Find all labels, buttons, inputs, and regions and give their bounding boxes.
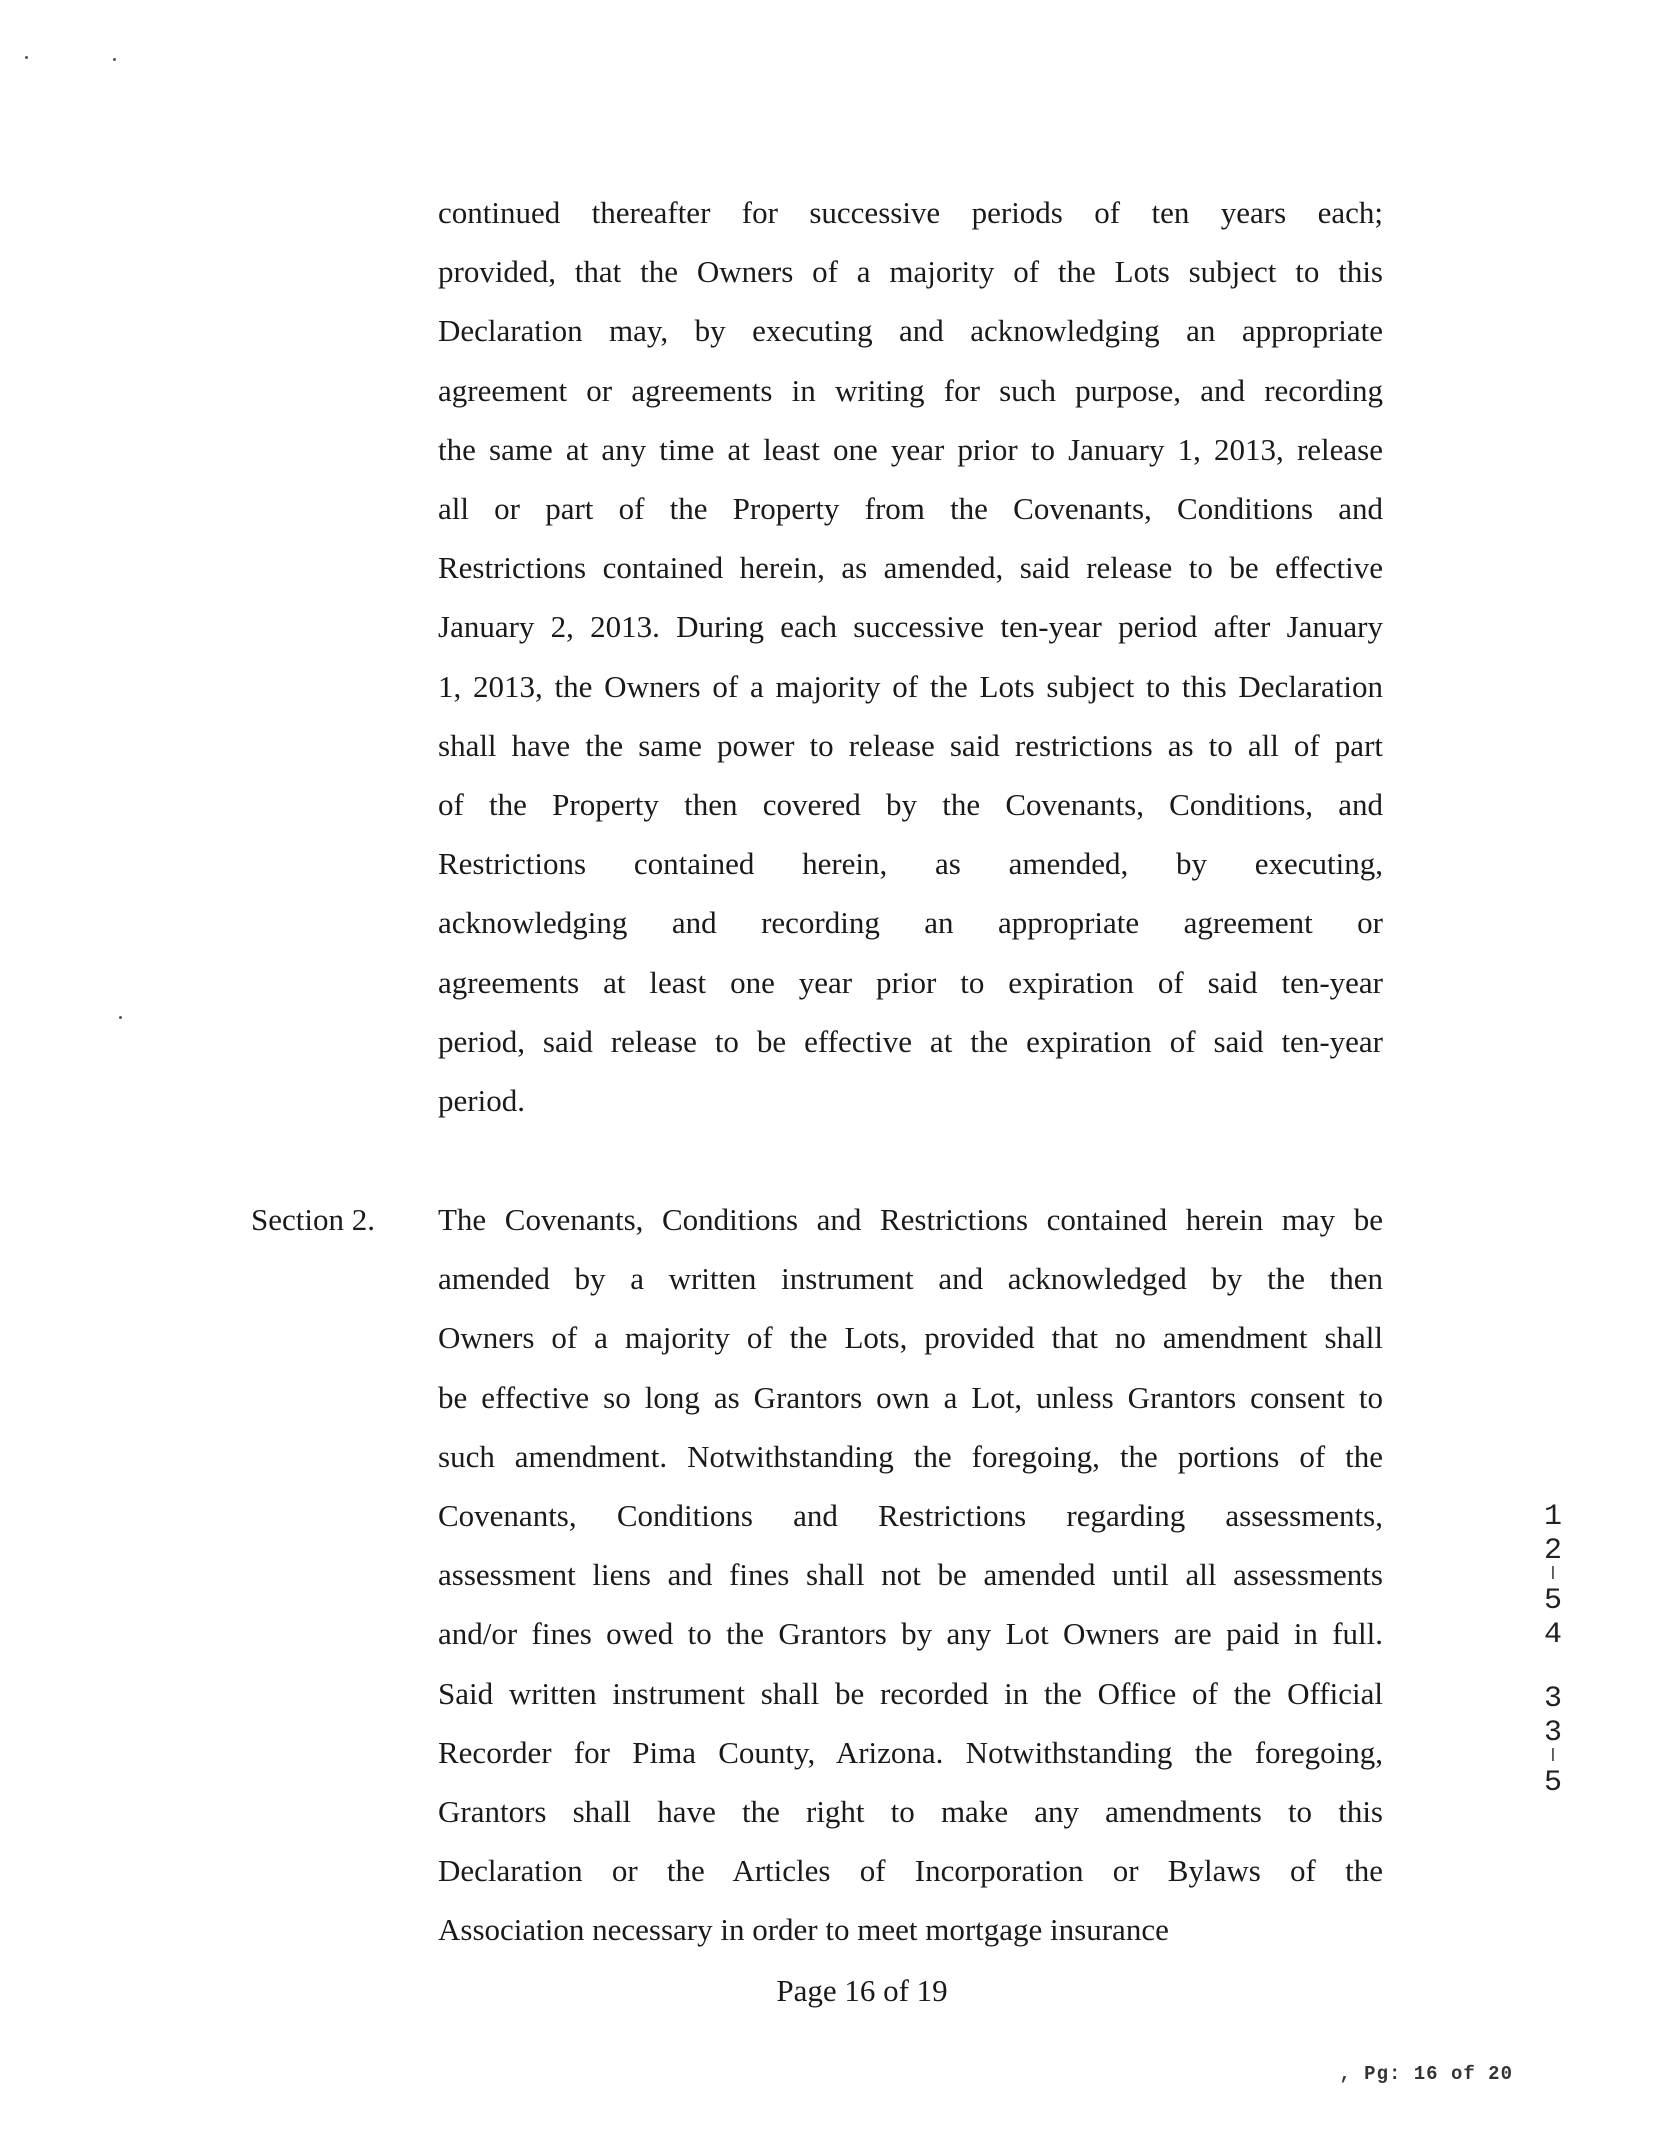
text-line: amended by a written instrument and acknowledged by the then [438, 1261, 1383, 1297]
text-line: Declaration may, by executing and acknowledging an appropriate [438, 313, 1383, 349]
text-line: period. [438, 1083, 525, 1119]
recorder-page-stamp: , Pg: 16 of 20 [1339, 2063, 1513, 2085]
text-line: The Covenants, Conditions and Restrictions contained herein may be [438, 1202, 1383, 1237]
text-line: acknowledging and recording an appropriate agreement or [438, 905, 1383, 941]
docket-digit: 5 [1543, 1766, 1562, 1800]
docket-digit: 4 [1543, 1618, 1562, 1652]
section-2-text [438, 1190, 1383, 1960]
text-line: all or part of the Property from the Covenants, Conditions and [438, 491, 1383, 527]
docket-digit: 1 [1543, 1500, 1562, 1534]
text-line: Covenants, Conditions and Restrictions regarding assessments, [438, 1498, 1383, 1534]
text-line: the same at any time at least one year prior to January 1, 2013, release [438, 431, 1383, 467]
text-line: period, said release to be effective at the expiration of said ten-year [438, 1023, 1383, 1059]
section-2-label: Section 2. [251, 1202, 375, 1237]
page-number: Page 16 of 19 [776, 1973, 948, 2008]
text-line: Restrictions contained herein, as amended, said release to be effective [438, 550, 1383, 586]
text-line: 1, 2013, the Owners of a majority of the Lots subject to this Declaration [438, 668, 1383, 704]
text-line: Grantors shall have the right to make any amendments to this [438, 1794, 1383, 1830]
paragraph-continued [438, 183, 1383, 1130]
text-line: January 2, 2013. During each successive ten-year period after January [438, 609, 1383, 645]
docket-digit: 3 [1543, 1716, 1562, 1750]
scan-speck [119, 1016, 122, 1019]
text-line: and/or fines owed to the Grantors by any Lot Owners are paid in full. [438, 1616, 1383, 1652]
text-line: Restrictions contained herein, as amended, by executing, [438, 846, 1383, 882]
text-line: Owners of a majority of the Lots, provided that no amendment shall [438, 1320, 1383, 1356]
docket-digit: 2 [1543, 1534, 1562, 1568]
scan-speck [25, 56, 28, 59]
text-line: agreement or agreements in writing for such purpose, and recording [438, 372, 1383, 408]
scan-speck [113, 58, 116, 61]
text-line: shall have the same power to release said restrictions as to all of part [438, 727, 1383, 763]
text-line: Said written instrument shall be recorded in the Office of the Official [438, 1675, 1383, 1711]
docket-digit: 5 [1543, 1584, 1562, 1618]
text-line: of the Property then covered by the Covenants, Conditions, and [438, 787, 1383, 823]
text-line: continued thereafter for successive periods of ten years each; [438, 195, 1383, 230]
text-line: assessment liens and fines shall not be amended until all assessments [438, 1557, 1383, 1593]
docket-digit: 3 [1543, 1682, 1562, 1716]
text-line: Association necessary in order to meet mortgage insurance [438, 1912, 1169, 1948]
text-line: such amendment. Notwithstanding the foregoing, the portions of the [438, 1438, 1383, 1474]
text-line: agreements at least one year prior to expiration of said ten-year [438, 964, 1383, 1000]
text-line: be effective so long as Grantors own a Lot, unless Grantors consent to [438, 1379, 1383, 1415]
text-line: provided, that the Owners of a majority of the Lots subject to this [438, 254, 1383, 290]
text-line: Declaration or the Articles of Incorporation or Bylaws of the [438, 1853, 1383, 1889]
docket-number: 1 2 ꟾ 5 4 3 3 ꟾ 5 [1533, 1500, 1573, 1800]
text-line: Recorder for Pima County, Arizona. Notwithstanding the foregoing, [438, 1734, 1383, 1770]
